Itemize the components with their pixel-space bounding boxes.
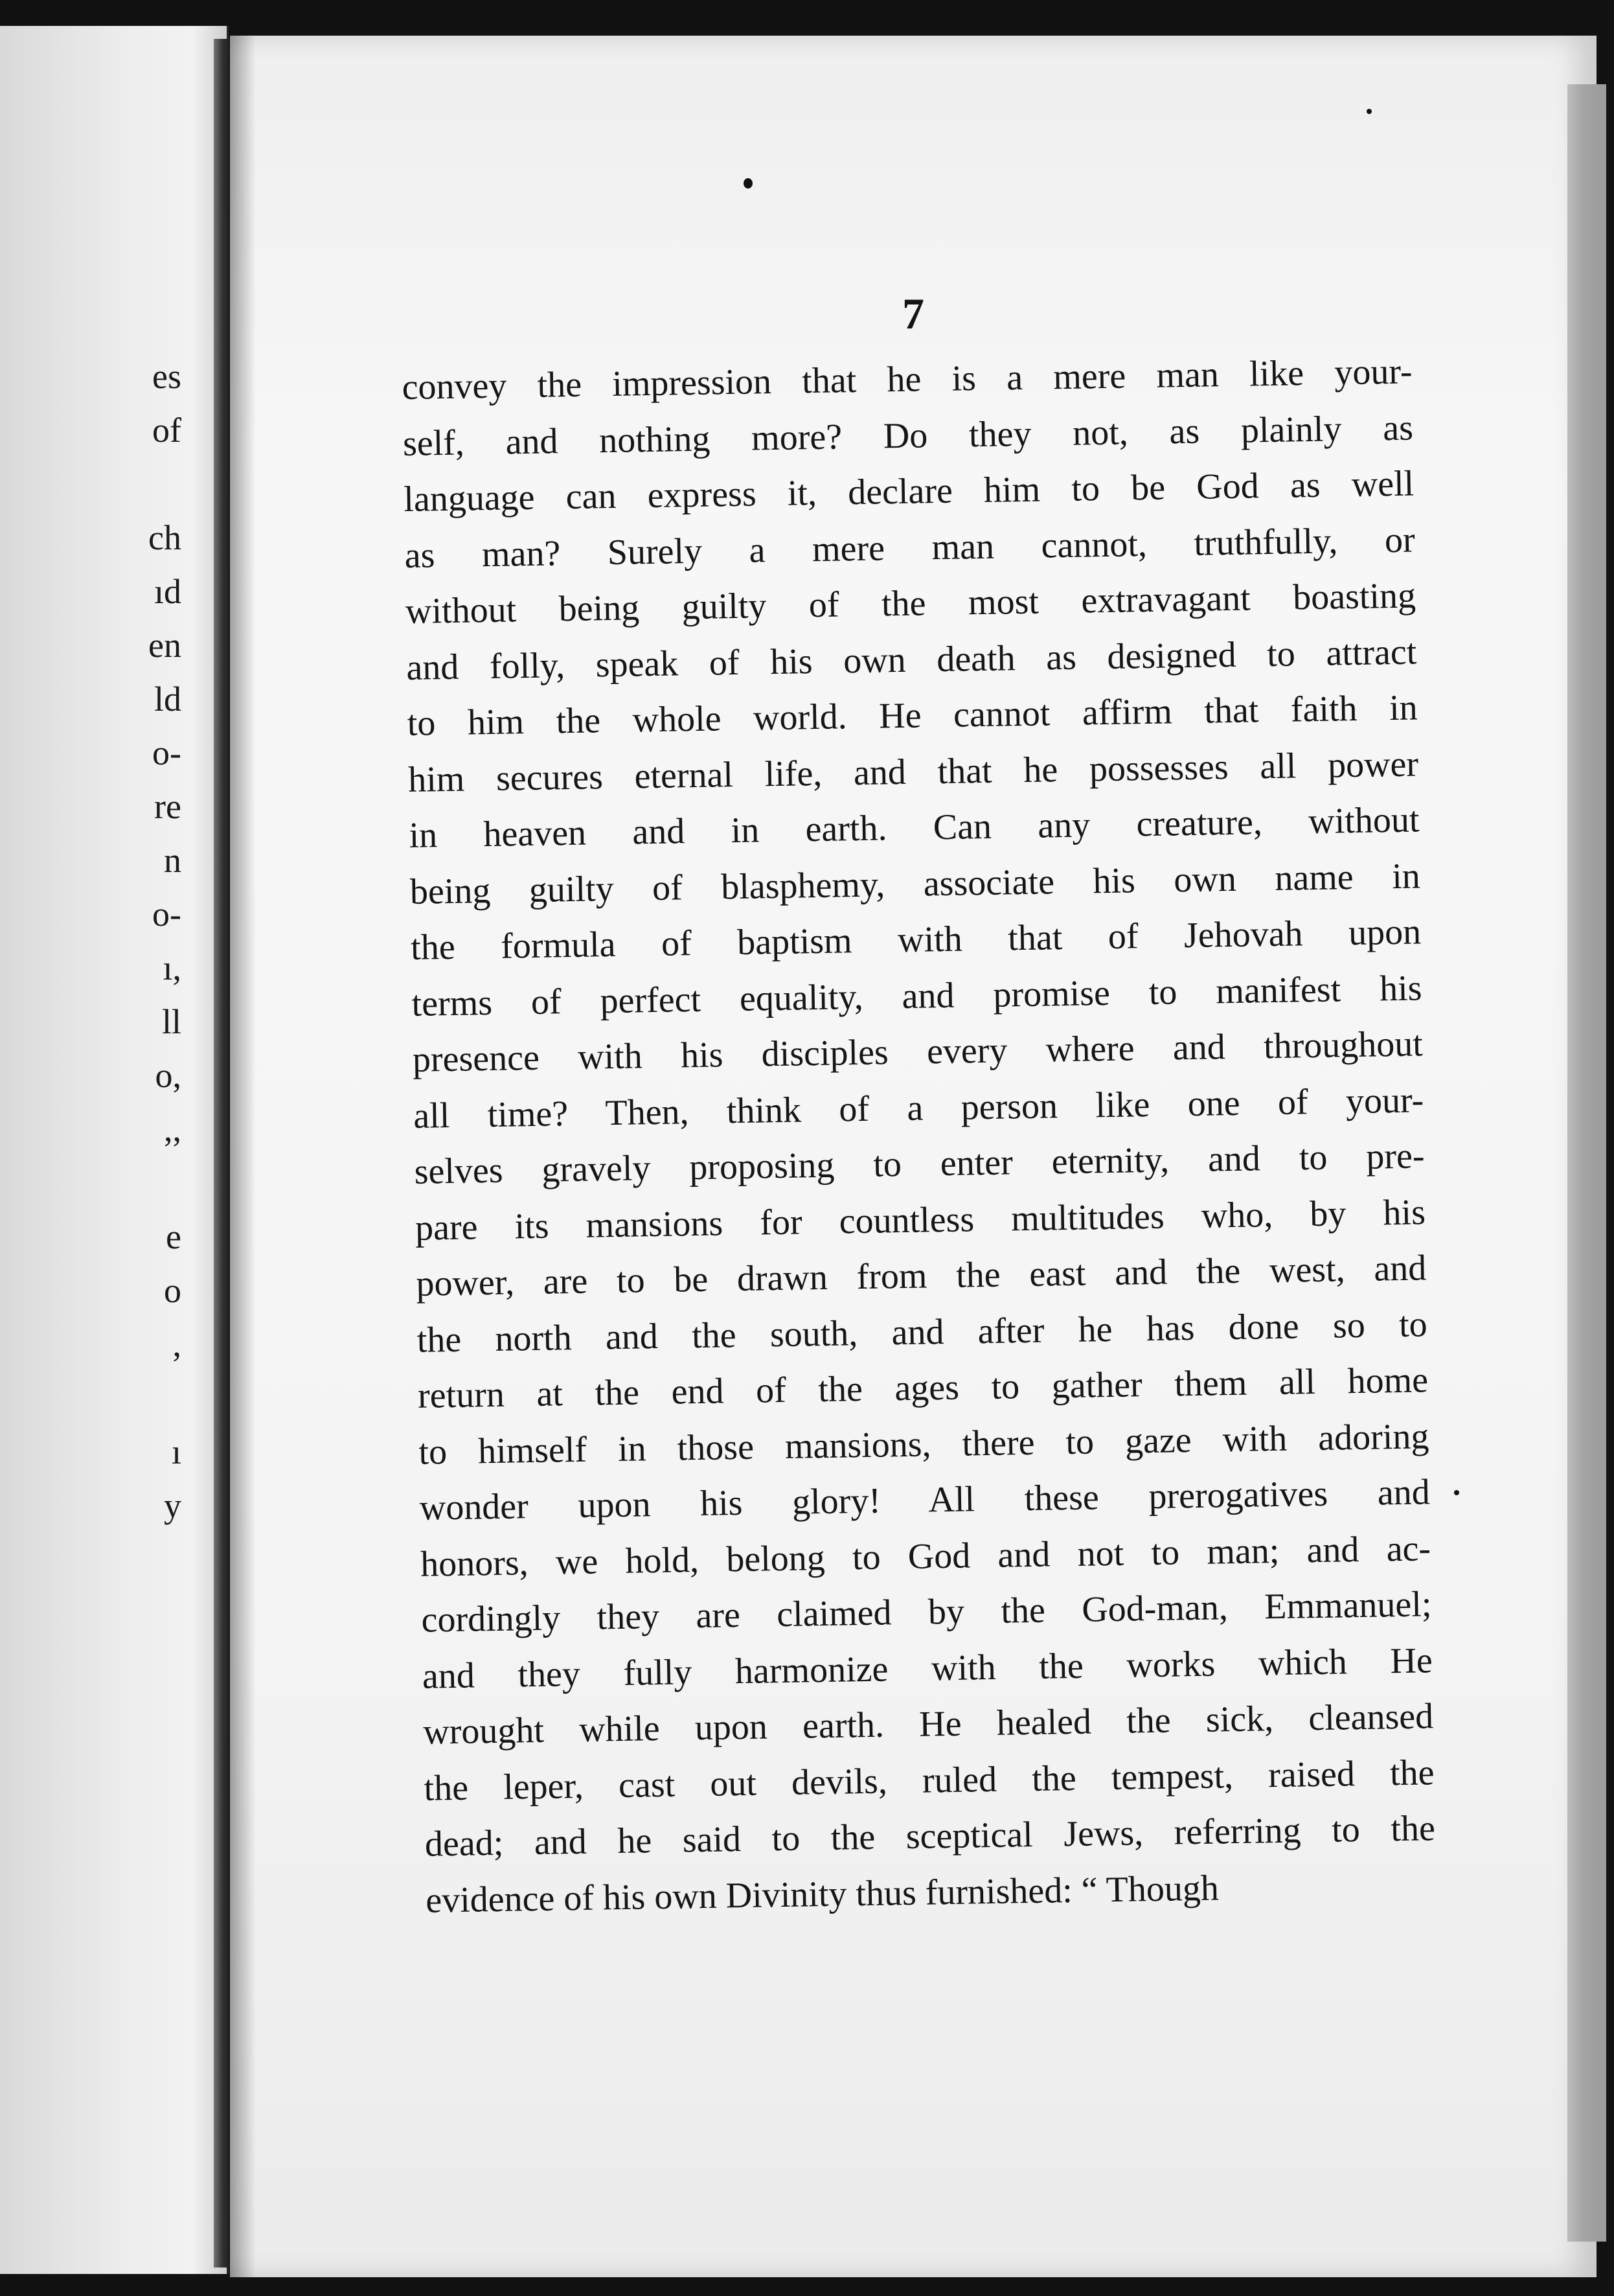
previous-page-fragment: o, bbox=[155, 1056, 181, 1095]
text-line: all time? Then, think of a person like one of your- bbox=[413, 1079, 1424, 1136]
previous-page-fragment: y bbox=[164, 1486, 181, 1525]
previous-page-fragment: re bbox=[154, 787, 181, 826]
previous-page-fragment bbox=[0, 1156, 207, 1210]
ink-speck bbox=[1454, 1490, 1459, 1495]
previous-page-fragment: es bbox=[152, 357, 181, 396]
text-line: without being guilty of the most extravagant boasting bbox=[405, 575, 1416, 632]
ink-speck bbox=[744, 178, 753, 189]
body-text bbox=[402, 343, 1437, 1928]
text-line: to himself in those mansions, there to gaze with adoring bbox=[418, 1416, 1429, 1473]
text-line: convey the impression that he is a mere man like your- bbox=[402, 351, 1413, 408]
ink-speck bbox=[1367, 109, 1372, 114]
text-line: language can express it, declare him to be God as well bbox=[403, 463, 1415, 520]
text-line: dead; and he said to the sceptical Jews, referring to the bbox=[424, 1808, 1436, 1865]
previous-page-fragment: ,, bbox=[164, 1110, 181, 1149]
gutter-shadow bbox=[230, 36, 256, 2277]
previous-page-fragment: , bbox=[172, 1325, 181, 1364]
text-line: terms of perfect equality, and promise to manifest his bbox=[411, 967, 1422, 1024]
previous-page-edge bbox=[214, 39, 228, 2267]
text-line: self, and nothing more? Do they not, as plainly as bbox=[402, 407, 1414, 464]
page-number: 7 bbox=[902, 289, 924, 338]
previous-page-fragment: ı bbox=[171, 1432, 181, 1471]
previous-page-fragment: ıd bbox=[153, 572, 181, 611]
previous-page-text-fragments bbox=[0, 350, 207, 1533]
text-line: selves gravely proposing to enter eternity, and to pre- bbox=[414, 1136, 1425, 1192]
text-line: pare its mansions for countless multitudes who, by his bbox=[415, 1191, 1426, 1248]
previous-page-fragment: ld bbox=[153, 680, 181, 718]
previous-page-fragment: n bbox=[164, 841, 181, 880]
previous-page-fragment bbox=[0, 1372, 207, 1425]
page-edge bbox=[1567, 84, 1606, 2242]
text-line: and folly, speak of his own death as designed to attract bbox=[405, 631, 1417, 688]
text-line: to him the whole world. He cannot affirm that faith in bbox=[407, 687, 1418, 744]
text-line: cordingly they are claimed by the God-man, Emmanuel; bbox=[421, 1584, 1432, 1640]
previous-page-fragment: o- bbox=[152, 895, 181, 934]
previous-page-fragment: en bbox=[148, 626, 181, 665]
text-line: evidence of his own Divinity thus furnished: “ Though bbox=[425, 1867, 1220, 1921]
text-line: the leper, cast out devils, ruled the tempest, raised the bbox=[424, 1752, 1435, 1809]
previous-page-fragment: e bbox=[166, 1217, 181, 1256]
previous-page-fragment: ch bbox=[148, 518, 181, 557]
text-line: power, are to be drawn from the east and the west, and bbox=[415, 1248, 1427, 1304]
previous-page-fragment bbox=[0, 457, 207, 511]
text-line: the north and the south, and after he has done so to bbox=[416, 1303, 1428, 1360]
text-line: him secures eternal life, and that he possesses all power bbox=[407, 743, 1419, 800]
previous-page-fragment: o bbox=[164, 1271, 181, 1310]
text-line: in heaven and in earth. Can any creature, without bbox=[409, 799, 1420, 856]
text-line: presence with his disciples every where and throughout bbox=[412, 1024, 1424, 1080]
text-line: being guilty of blasphemy, associate his own name in bbox=[409, 855, 1421, 912]
text-line: the formula of baptism with that of Jehovah upon bbox=[410, 912, 1422, 968]
text-line: wrought while upon earth. He healed the sick, cleansed bbox=[422, 1696, 1434, 1752]
previous-page-fragment: ı, bbox=[163, 948, 181, 987]
text-line: return at the end of the ages to gather them all home bbox=[417, 1360, 1429, 1416]
previous-page-fragment: of bbox=[152, 411, 181, 450]
previous-page-fragment: ll bbox=[161, 1002, 181, 1041]
text-line: and they fully harmonize with the works which He bbox=[422, 1640, 1433, 1697]
text-line: wonder upon his glory! All these prerogatives and bbox=[419, 1472, 1431, 1528]
text-line: honors, we hold, belong to God and not to man; and ac- bbox=[420, 1528, 1431, 1585]
text-line: as man? Surely a mere man cannot, truthfully, or bbox=[404, 519, 1416, 576]
previous-page-fragment: o- bbox=[152, 733, 181, 772]
